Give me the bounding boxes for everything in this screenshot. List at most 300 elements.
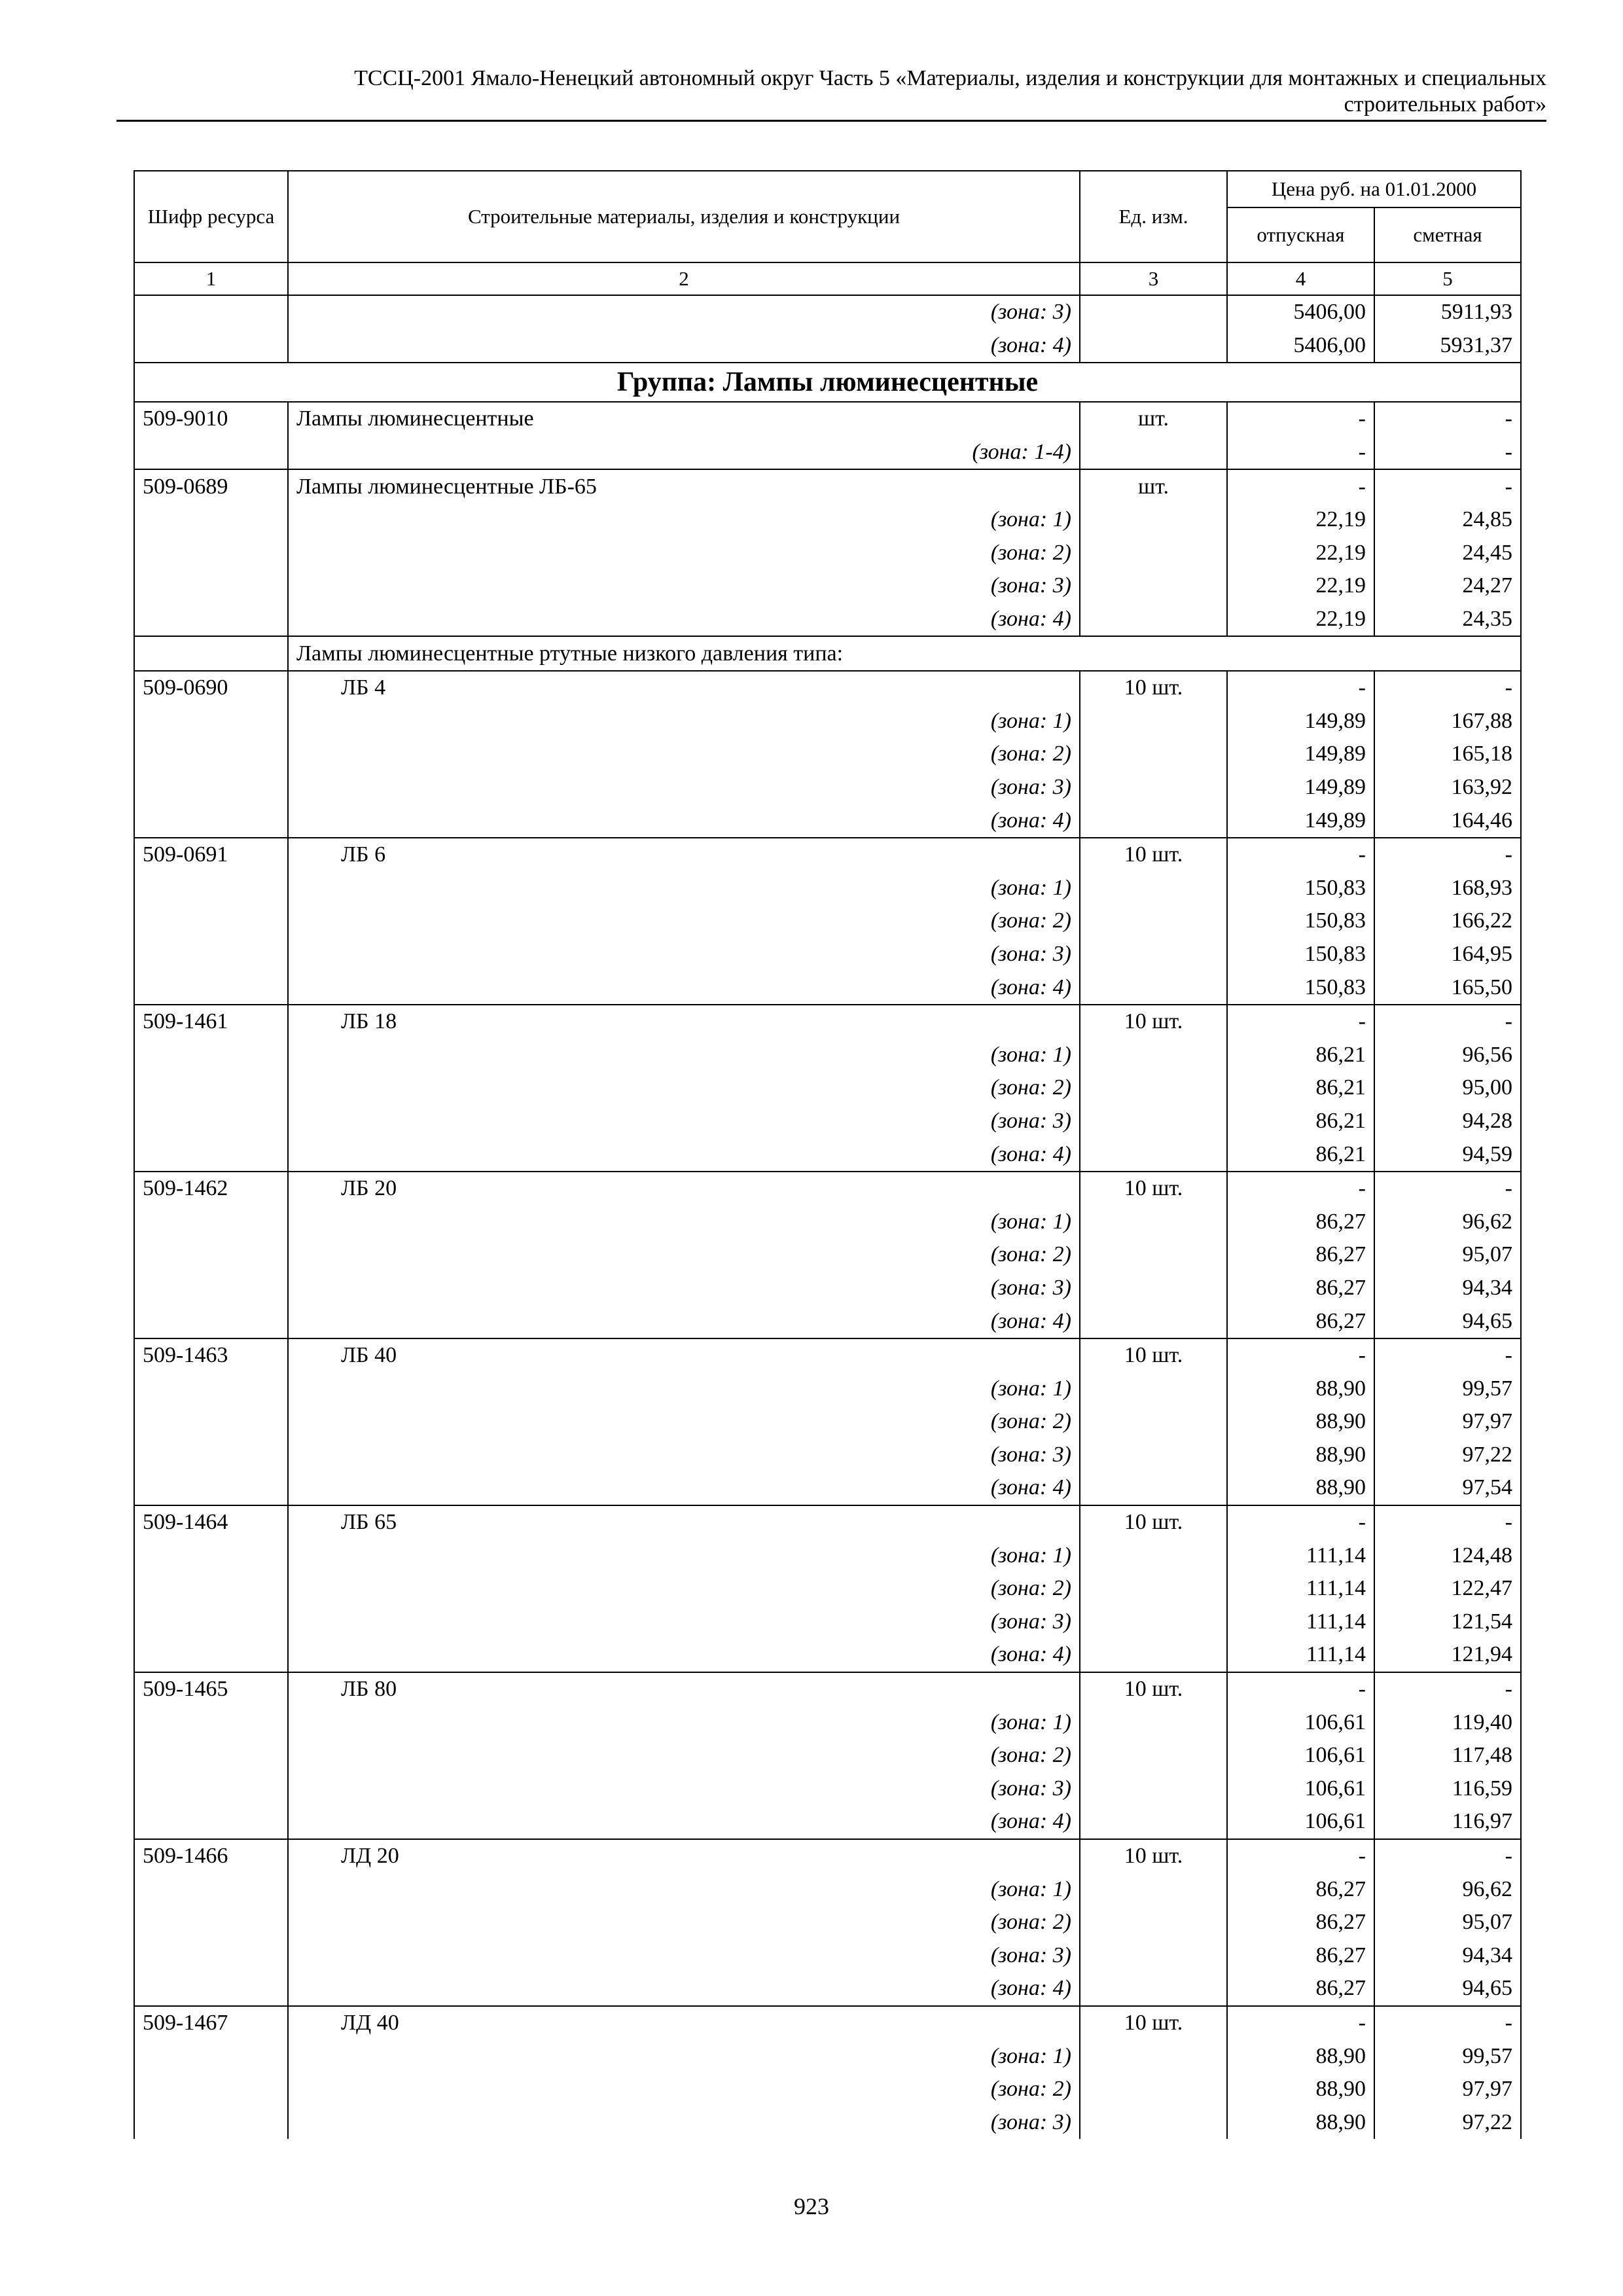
release-price: 86,27 [1227, 1205, 1374, 1238]
unit-of-measure [1080, 295, 1227, 329]
release-price: - [1227, 1839, 1374, 1873]
resource-code: 509-1464 [134, 1505, 288, 1539]
unit-of-measure [1080, 1739, 1227, 1772]
resource-code: 509-1463 [134, 1338, 288, 1372]
resource-code [134, 1439, 288, 1472]
unit-of-measure [1080, 1272, 1227, 1305]
resource-code: 509-1462 [134, 1172, 288, 1206]
zone-row [134, 1372, 1521, 1405]
zone-label: (зона: 2) [288, 1238, 1080, 1272]
estimate-price: 99,57 [1374, 2039, 1521, 2073]
release-price: 86,27 [1227, 1906, 1374, 1939]
resource-code [134, 1605, 288, 1639]
zone-row [134, 1071, 1521, 1105]
zone-row [134, 738, 1521, 771]
zone-row [134, 603, 1521, 637]
table-row [134, 2006, 1521, 2040]
zone-label: (зона: 3) [288, 295, 1080, 329]
zone-row [134, 2039, 1521, 2073]
zone-label: (зона: 1) [288, 2039, 1080, 2073]
unit-of-measure [1080, 1706, 1227, 1739]
subheading-row [134, 636, 1521, 671]
zone-row [134, 705, 1521, 738]
release-price: - [1227, 838, 1374, 872]
resource-code [134, 436, 288, 470]
unit-of-measure: 10 шт. [1080, 838, 1227, 872]
estimate-price: 94,65 [1374, 1304, 1521, 1338]
estimate-price: - [1374, 1505, 1521, 1539]
resource-code [134, 1038, 288, 1071]
release-price: 150,83 [1227, 905, 1374, 938]
release-price: 86,27 [1227, 1272, 1374, 1305]
col-number-3: 3 [1080, 262, 1227, 295]
resource-code [134, 804, 288, 838]
estimate-price: 121,94 [1374, 1638, 1521, 1672]
unit-of-measure [1080, 1038, 1227, 1071]
release-price: 86,27 [1227, 1238, 1374, 1272]
zone-label: (зона: 2) [288, 905, 1080, 938]
material-name: ЛБ 80 [288, 1672, 1080, 1706]
unit-of-measure [1080, 1138, 1227, 1172]
unit-of-measure [1080, 872, 1227, 905]
resource-code [134, 872, 288, 905]
zone-label: (зона: 3) [288, 771, 1080, 804]
col-header-name: Строительные материалы, изделия и конструкции [288, 171, 1080, 262]
table-row [134, 671, 1521, 705]
page-header [116, 65, 1546, 118]
release-price: - [1227, 1505, 1374, 1539]
resource-code [134, 1272, 288, 1305]
unit-of-measure [1080, 1238, 1227, 1272]
unit-of-measure [1080, 603, 1227, 637]
resource-code [134, 2073, 288, 2106]
estimate-price: 97,22 [1374, 2106, 1521, 2139]
estimate-price: - [1374, 2006, 1521, 2040]
zone-label: (зона: 2) [288, 1405, 1080, 1439]
estimate-price: 97,54 [1374, 1471, 1521, 1505]
col-header-price: Цена руб. на 01.01.2000 [1227, 171, 1521, 207]
release-price: 106,61 [1227, 1739, 1374, 1772]
header-title-line1: ТССЦ-2001 Ямало-Ненецкий автономный округ Часть 5 «Материалы, изделия и конструкции для монтажных и специальных [354, 66, 1546, 90]
resource-code [134, 738, 288, 771]
release-price: 88,90 [1227, 1439, 1374, 1472]
unit-of-measure: 10 шт. [1080, 1338, 1227, 1372]
zone-label: (зона: 3) [288, 1939, 1080, 1973]
resource-code [134, 329, 288, 363]
material-name: ЛБ 4 [288, 671, 1080, 705]
resource-code [134, 771, 288, 804]
release-price: 88,90 [1227, 2106, 1374, 2139]
zone-label: (зона: 2) [288, 1906, 1080, 1939]
release-price: 86,21 [1227, 1038, 1374, 1071]
zone-row [134, 1405, 1521, 1439]
material-name: ЛБ 18 [288, 1005, 1080, 1039]
resource-code: 509-0691 [134, 838, 288, 872]
release-price: 88,90 [1227, 1471, 1374, 1505]
zone-label: (зона: 3) [288, 2106, 1080, 2139]
resource-code [134, 1906, 288, 1939]
col-number-1: 1 [134, 262, 288, 295]
zone-label: (зона: 2) [288, 537, 1080, 570]
release-price: 111,14 [1227, 1539, 1374, 1572]
resource-code [134, 1304, 288, 1338]
header-rule [116, 120, 1546, 122]
table-body [134, 295, 1521, 2139]
unit-of-measure: 10 шт. [1080, 671, 1227, 705]
unit-of-measure: шт. [1080, 402, 1227, 436]
zone-label: (зона: 3) [288, 569, 1080, 603]
resource-code: 509-1467 [134, 2006, 288, 2040]
estimate-price: 168,93 [1374, 872, 1521, 905]
subheading-text: Лампы люминесцентные ртутные низкого давления типа: [288, 636, 1521, 671]
unit-of-measure [1080, 938, 1227, 971]
zone-row [134, 1805, 1521, 1839]
zone-label: (зона: 1-4) [288, 436, 1080, 470]
estimate-price: 94,59 [1374, 1138, 1521, 1172]
estimate-price: 166,22 [1374, 905, 1521, 938]
release-price: - [1227, 1172, 1374, 1206]
unit-of-measure: 10 шт. [1080, 1005, 1227, 1039]
zone-row [134, 1205, 1521, 1238]
resource-code [134, 938, 288, 971]
estimate-price: 164,95 [1374, 938, 1521, 971]
unit-of-measure [1080, 1972, 1227, 2006]
zone-row [134, 872, 1521, 905]
unit-of-measure [1080, 1572, 1227, 1605]
estimate-price: 163,92 [1374, 771, 1521, 804]
release-price: 22,19 [1227, 537, 1374, 570]
material-name: ЛБ 65 [288, 1505, 1080, 1539]
material-name: ЛБ 40 [288, 1338, 1080, 1372]
zone-row [134, 1238, 1521, 1272]
zone-label: (зона: 4) [288, 1972, 1080, 2006]
unit-of-measure [1080, 1405, 1227, 1439]
zone-label: (зона: 3) [288, 1772, 1080, 1806]
resource-code [134, 2039, 288, 2073]
table-header [134, 171, 1521, 295]
estimate-price: 95,07 [1374, 1906, 1521, 1939]
header-title-line2: строительных работ» [1344, 92, 1546, 117]
unit-of-measure [1080, 1304, 1227, 1338]
material-name: ЛБ 6 [288, 838, 1080, 872]
unit-of-measure: 10 шт. [1080, 2006, 1227, 2040]
group-heading-row [134, 363, 1521, 402]
estimate-price: 122,47 [1374, 1572, 1521, 1605]
estimate-price: 165,50 [1374, 971, 1521, 1005]
resource-code [134, 603, 288, 637]
estimate-price: - [1374, 402, 1521, 436]
estimate-price: 119,40 [1374, 1706, 1521, 1739]
zone-label: (зона: 1) [288, 872, 1080, 905]
zone-label: (зона: 1) [288, 1539, 1080, 1572]
unit-of-measure [1080, 1638, 1227, 1672]
price-table [134, 170, 1522, 2139]
release-price: 88,90 [1227, 1372, 1374, 1405]
release-price: - [1227, 1672, 1374, 1706]
resource-code [134, 636, 288, 671]
zone-label: (зона: 4) [288, 1304, 1080, 1338]
estimate-price: 99,57 [1374, 1372, 1521, 1405]
resource-code: 509-1461 [134, 1005, 288, 1039]
unit-of-measure [1080, 1205, 1227, 1238]
zone-label: (зона: 4) [288, 971, 1080, 1005]
release-price: 111,14 [1227, 1572, 1374, 1605]
table-row [134, 1672, 1521, 1706]
zone-label: (зона: 3) [288, 1105, 1080, 1138]
resource-code [134, 905, 288, 938]
unit-of-measure [1080, 329, 1227, 363]
zone-label: (зона: 2) [288, 1572, 1080, 1605]
col-number-4: 4 [1227, 262, 1374, 295]
table-row [134, 838, 1521, 872]
unit-of-measure [1080, 1906, 1227, 1939]
table-row [134, 1505, 1521, 1539]
unit-of-measure: 10 шт. [1080, 1505, 1227, 1539]
zone-row [134, 1138, 1521, 1172]
release-price: 150,83 [1227, 938, 1374, 971]
unit-of-measure [1080, 771, 1227, 804]
estimate-price: 96,56 [1374, 1038, 1521, 1071]
zone-row [134, 1038, 1521, 1071]
resource-code [134, 1572, 288, 1605]
zone-label: (зона: 2) [288, 1071, 1080, 1105]
estimate-price: 5911,93 [1374, 295, 1521, 329]
estimate-price: 121,54 [1374, 1605, 1521, 1639]
estimate-price: 5931,37 [1374, 329, 1521, 363]
table-row [134, 1005, 1521, 1039]
release-price: 88,90 [1227, 2039, 1374, 2073]
estimate-price: 117,48 [1374, 1739, 1521, 1772]
col-header-release: отпускная [1227, 207, 1374, 262]
zone-row [134, 2073, 1521, 2106]
zone-label: (зона: 2) [288, 1739, 1080, 1772]
resource-code [134, 1638, 288, 1672]
release-price: 22,19 [1227, 503, 1374, 537]
estimate-price: - [1374, 1172, 1521, 1206]
unit-of-measure: 10 шт. [1080, 1172, 1227, 1206]
estimate-price: 96,62 [1374, 1873, 1521, 1906]
unit-of-measure [1080, 1439, 1227, 1472]
release-price: 149,89 [1227, 771, 1374, 804]
resource-code [134, 1071, 288, 1105]
resource-code: 509-9010 [134, 402, 288, 436]
unit-of-measure: 10 шт. [1080, 1839, 1227, 1873]
zone-row [134, 329, 1521, 363]
zone-label: (зона: 4) [288, 1138, 1080, 1172]
zone-row [134, 1439, 1521, 1472]
estimate-price: - [1374, 671, 1521, 705]
zone-row [134, 1939, 1521, 1973]
resource-code [134, 1471, 288, 1505]
release-price: 106,61 [1227, 1805, 1374, 1839]
zone-row [134, 1105, 1521, 1138]
table-row [134, 1839, 1521, 1873]
estimate-price: 95,00 [1374, 1071, 1521, 1105]
zone-row [134, 569, 1521, 603]
zone-label: (зона: 2) [288, 2073, 1080, 2106]
unit-of-measure [1080, 705, 1227, 738]
release-price: 149,89 [1227, 705, 1374, 738]
release-price: - [1227, 1338, 1374, 1372]
resource-code [134, 1873, 288, 1906]
zone-row [134, 295, 1521, 329]
zone-row [134, 1873, 1521, 1906]
estimate-price: 165,18 [1374, 738, 1521, 771]
resource-code: 509-1466 [134, 1839, 288, 1873]
col-number-5: 5 [1374, 262, 1521, 295]
unit-of-measure [1080, 1873, 1227, 1906]
unit-of-measure: шт. [1080, 469, 1227, 503]
zone-label: (зона: 4) [288, 1805, 1080, 1839]
release-price: 88,90 [1227, 2073, 1374, 2106]
zone-row [134, 1906, 1521, 1939]
estimate-price: 24,85 [1374, 503, 1521, 537]
estimate-price: 94,65 [1374, 1972, 1521, 2006]
release-price: 86,21 [1227, 1071, 1374, 1105]
material-name: ЛБ 20 [288, 1172, 1080, 1206]
zone-label: (зона: 3) [288, 1272, 1080, 1305]
resource-code [134, 1972, 288, 2006]
zone-row [134, 1972, 1521, 2006]
zone-label: (зона: 4) [288, 804, 1080, 838]
unit-of-measure [1080, 503, 1227, 537]
estimate-price: - [1374, 436, 1521, 470]
zone-label: (зона: 1) [288, 503, 1080, 537]
resource-code [134, 569, 288, 603]
zone-row [134, 938, 1521, 971]
estimate-price: 97,97 [1374, 2073, 1521, 2106]
zone-row [134, 905, 1521, 938]
zone-label: (зона: 1) [288, 1205, 1080, 1238]
release-price: 86,27 [1227, 1873, 1374, 1906]
release-price: 5406,00 [1227, 329, 1374, 363]
resource-code [134, 1372, 288, 1405]
resource-code [134, 503, 288, 537]
estimate-price: 124,48 [1374, 1539, 1521, 1572]
release-price: 86,27 [1227, 1304, 1374, 1338]
zone-label: (зона: 3) [288, 938, 1080, 971]
unit-of-measure [1080, 738, 1227, 771]
resource-code [134, 295, 288, 329]
release-price: 86,27 [1227, 1939, 1374, 1973]
unit-of-measure [1080, 1772, 1227, 1806]
release-price: 22,19 [1227, 603, 1374, 637]
estimate-price: 167,88 [1374, 705, 1521, 738]
release-price: - [1227, 469, 1374, 503]
zone-label: (зона: 1) [288, 1873, 1080, 1906]
release-price: 106,61 [1227, 1772, 1374, 1806]
zone-row [134, 804, 1521, 838]
material-name: Лампы люминесцентные [288, 402, 1080, 436]
material-name: ЛД 20 [288, 1839, 1080, 1873]
resource-code [134, 1138, 288, 1172]
resource-code: 509-0690 [134, 671, 288, 705]
zone-label: (зона: 2) [288, 738, 1080, 771]
material-name: Лампы люминесцентные ЛБ-65 [288, 469, 1080, 503]
resource-code [134, 705, 288, 738]
resource-code [134, 971, 288, 1005]
zone-row [134, 1706, 1521, 1739]
zone-label: (зона: 4) [288, 1471, 1080, 1505]
resource-code [134, 537, 288, 570]
zone-label: (зона: 4) [288, 329, 1080, 363]
zone-label: (зона: 1) [288, 1706, 1080, 1739]
material-name: ЛД 40 [288, 2006, 1080, 2040]
resource-code [134, 1805, 288, 1839]
unit-of-measure [1080, 2106, 1227, 2139]
estimate-price: - [1374, 1338, 1521, 1372]
release-price: 106,61 [1227, 1706, 1374, 1739]
estimate-price: 94,34 [1374, 1272, 1521, 1305]
table-row [134, 1172, 1521, 1206]
estimate-price: 24,27 [1374, 569, 1521, 603]
zone-label: (зона: 1) [288, 1038, 1080, 1071]
estimate-price: 97,97 [1374, 1405, 1521, 1439]
release-price: - [1227, 1005, 1374, 1039]
resource-code [134, 2106, 288, 2139]
unit-of-measure [1080, 436, 1227, 470]
col-header-estimate: сметная [1374, 207, 1521, 262]
estimate-price: 96,62 [1374, 1205, 1521, 1238]
resource-code: 509-0689 [134, 469, 288, 503]
unit-of-measure [1080, 1605, 1227, 1639]
release-price: 22,19 [1227, 569, 1374, 603]
release-price: 86,21 [1227, 1105, 1374, 1138]
unit-of-measure [1080, 1372, 1227, 1405]
estimate-price: - [1374, 469, 1521, 503]
resource-code [134, 1706, 288, 1739]
unit-of-measure [1080, 804, 1227, 838]
estimate-price: - [1374, 1839, 1521, 1873]
table-row [134, 402, 1521, 436]
zone-label: (зона: 1) [288, 705, 1080, 738]
zone-label: (зона: 3) [288, 1605, 1080, 1639]
resource-code [134, 1105, 288, 1138]
col-header-code: Шифр ресурса [134, 171, 288, 262]
unit-of-measure [1080, 1471, 1227, 1505]
table-row [134, 469, 1521, 503]
release-price: - [1227, 2006, 1374, 2040]
col-header-unit: Ед. изм. [1080, 171, 1227, 262]
zone-row [134, 1638, 1521, 1672]
unit-of-measure [1080, 905, 1227, 938]
release-price: 150,83 [1227, 971, 1374, 1005]
zone-row [134, 1605, 1521, 1639]
resource-code [134, 1205, 288, 1238]
estimate-price: 97,22 [1374, 1439, 1521, 1472]
zone-row [134, 971, 1521, 1005]
zone-row [134, 2106, 1521, 2139]
estimate-price: 24,45 [1374, 537, 1521, 570]
zone-row [134, 1539, 1521, 1572]
resource-code: 509-1465 [134, 1672, 288, 1706]
estimate-price: 116,97 [1374, 1805, 1521, 1839]
release-price: - [1227, 671, 1374, 705]
release-price: 111,14 [1227, 1605, 1374, 1639]
zone-label: (зона: 1) [288, 1372, 1080, 1405]
estimate-price: - [1374, 838, 1521, 872]
unit-of-measure [1080, 1805, 1227, 1839]
zone-row [134, 1772, 1521, 1806]
zone-row [134, 436, 1521, 470]
group-heading: Группа: Лампы люминесцентные [134, 363, 1521, 402]
resource-code [134, 1939, 288, 1973]
resource-code [134, 1238, 288, 1272]
zone-label: (зона: 3) [288, 1439, 1080, 1472]
release-price: - [1227, 402, 1374, 436]
release-price: 5406,00 [1227, 295, 1374, 329]
zone-row [134, 1272, 1521, 1305]
